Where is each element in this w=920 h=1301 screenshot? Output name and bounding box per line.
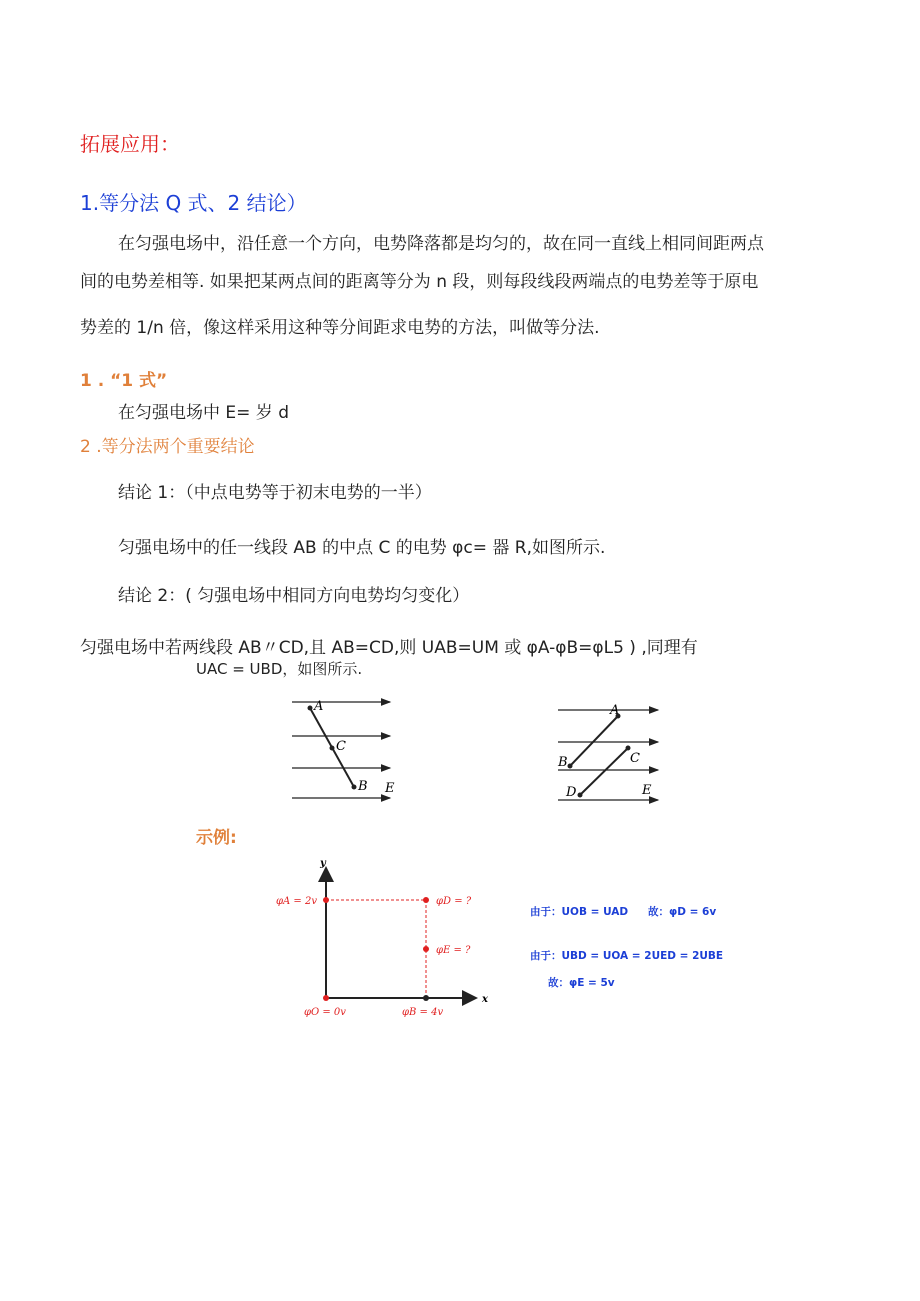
point-c: [626, 746, 631, 751]
phi-o-label: φO = 0v: [304, 1007, 346, 1018]
point-a: [323, 897, 329, 903]
solution-line-1: 由于：UOB = UAD: [530, 906, 629, 918]
phi-b-label: φB = 4v: [402, 1007, 444, 1018]
axis-x-label: x: [482, 994, 488, 1005]
point-b: [423, 995, 429, 1001]
conclusion1-title: 结论 1：（中点电势等于初末电势的一半）: [118, 483, 432, 503]
label-a: A: [314, 699, 324, 714]
label-c: C: [336, 739, 346, 754]
para-line-2: 间的电势差相等. 如果把某两点间的距离等分为 n 段，则每段线段两端点的电势差等于原电: [80, 272, 759, 292]
solution-line-2: 由于：UBD = UOA = 2UED = 2UBE: [530, 950, 724, 962]
section1-title: 1.等分法 Q 式、2 结论）: [80, 191, 307, 215]
axis-y-label: y: [320, 858, 326, 869]
para-line-1: 在匀强电场中，沿任意一个方向，电势降落都是均匀的，故在同一直线上相同间距两点: [118, 234, 764, 254]
point-d: [578, 793, 583, 798]
item1-text: 在匀强电场中 E= 岁 d: [118, 403, 289, 423]
segment-dc: [580, 748, 628, 795]
label-a: A: [610, 703, 620, 718]
point-o: [323, 995, 329, 1001]
label-e: E: [642, 783, 652, 798]
solution-line-1-result: 故：φD = 6v: [648, 906, 717, 918]
segment-ba: [570, 716, 618, 766]
page-heading: 拓展应用：: [80, 132, 180, 156]
point-b: [568, 764, 573, 769]
solution-line-3: 故：φE = 5v: [548, 977, 615, 989]
phi-e-label: φE = ?: [436, 945, 471, 956]
label-d: D: [566, 785, 577, 800]
point-d: [423, 897, 429, 903]
phi-a-label: φA = 2v: [276, 896, 317, 907]
point-e: [423, 946, 429, 952]
item1-title: 1 . “1 式”: [80, 371, 168, 391]
formula-line: UAC = UBD，如图所示.: [196, 660, 363, 678]
point-c: [330, 746, 335, 751]
conclusion2-title: 结论 2：( 匀强电场中相同方向电势均匀变化）: [118, 586, 470, 606]
conclusion1-text: 匀强电场中的任一线段 AB 的中点 C 的电势 φc= 器 R,如图所示.: [118, 538, 606, 558]
example-title: 示例:: [196, 828, 237, 848]
label-c: C: [630, 751, 640, 766]
point-a: [308, 706, 313, 711]
phi-d-label: φD = ?: [436, 896, 472, 907]
point-b: [352, 785, 357, 790]
label-b: B: [558, 755, 568, 770]
para-line-3: 势差的 1/n 倍，像这样采用这种等分间距求电势的方法，叫做等分法.: [80, 318, 600, 338]
item2-title: 2 .等分法两个重要结论: [80, 437, 255, 457]
figure-parallel: [556, 700, 668, 804]
example-coordinate-figure: [256, 852, 496, 1024]
label-b: B: [358, 779, 368, 794]
label-e: E: [385, 781, 395, 796]
conclusion2-text: 匀强电场中若两线段 AB〃CD,且 AB=CD,则 UAB=UM 或 φA-φB=φL5 ) ,同理有: [80, 638, 698, 658]
figure-midpoint: [288, 686, 400, 806]
